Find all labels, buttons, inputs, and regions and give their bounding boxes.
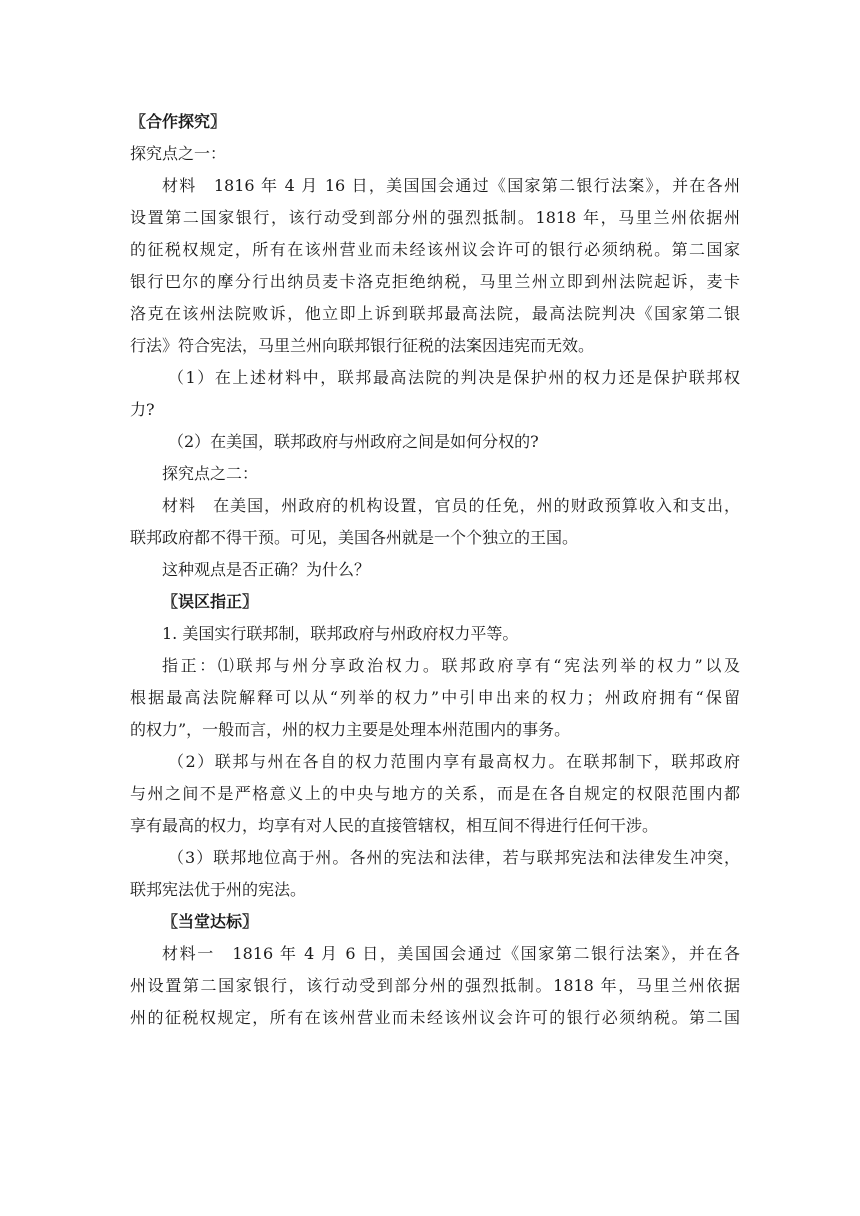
paragraph-line: 材料 在美国，州政府的机构设置，官员的任免，州的财政预算收入和支出，	[162, 496, 740, 515]
paragraph-line: 享有最高的权力，均享有对人民的直接管辖权，相互间不得进行任何干涉。	[130, 816, 659, 835]
inquiry-point-1-question-1	[130, 362, 740, 426]
inquiry-point-2-question: 这种观点是否正确？为什么？	[162, 560, 371, 579]
section-heading-misconception: 〖误区指正〗	[162, 592, 259, 611]
paragraph-line: 的权力”，一般而言，州的权力主要是处理本州范围内的事务。	[130, 720, 571, 739]
paragraph-line: 的征税权规定，所有在该州营业而未经该州议会许可的银行必须纳税。第二国家	[130, 240, 740, 259]
inquiry-point-2-material	[130, 490, 740, 554]
paragraph-line: 联邦宪法优于州的宪法。	[130, 880, 307, 899]
misconception-correction-2	[130, 746, 740, 842]
paragraph-line: 设置第二国家银行，该行动受到部分州的强烈抵制。1818 年，马里兰州依据州	[130, 208, 740, 227]
document-page	[130, 106, 740, 1034]
paragraph-line: 力?	[130, 400, 155, 419]
paragraph-line: 根据最高法院解释可以从“列举的权力”中引申出来的权力；州政府拥有“保留	[130, 688, 740, 707]
paragraph-line: 行法》符合宪法，马里兰州向联邦银行征税的法案因违宪而无效。	[130, 336, 595, 355]
paragraph-line: 与州之间不是严格意义上的中央与地方的关系，而是在各自规定的权限范围内都	[130, 784, 740, 803]
paragraph-line: （3）联邦地位高于州。各州的宪法和法律，若与联邦宪法和法律发生冲突，	[168, 848, 740, 867]
paragraph-line: （2）联邦与州在各自的权力范围内享有最高权力。在联邦制下，联邦政府	[168, 752, 740, 771]
section-heading-in-class: 〖当堂达标〗	[162, 912, 259, 931]
inquiry-point-2-label: 探究点之二：	[162, 464, 259, 483]
paragraph-line: 洛克在该州法院败诉，他立即上诉到联邦最高法院，最高法院判决《国家第二银	[130, 304, 740, 323]
inquiry-point-1-question-2: （2）在美国，联邦政府与州政府之间是如何分权的?	[168, 432, 539, 451]
paragraph-line: （1）在上述材料中，联邦最高法院的判决是保护州的权力还是保护联邦权	[168, 368, 740, 387]
paragraph-line: 州的征税权规定，所有在该州营业而未经该州议会许可的银行必须纳税。第二国	[130, 1008, 740, 1027]
paragraph-line: 材料 1816 年 4 月 16 日，美国国会通过《国家第二银行法案》，并在各州	[162, 176, 740, 195]
inquiry-point-1-material	[130, 170, 740, 362]
misconception-correction-1	[130, 650, 740, 746]
misconception-correction-3	[130, 842, 740, 906]
section-heading-cooperative-inquiry: 〖合作探究〗	[130, 112, 227, 131]
inquiry-point-1-label: 探究点之一：	[130, 144, 227, 163]
paragraph-line: 州设置第二国家银行，该行动受到部分州的强烈抵制。1818 年，马里兰州依据	[130, 976, 740, 995]
paragraph-line: 指正：⑴联邦与州分享政治权力。联邦政府享有“宪法列举的权力”以及	[162, 656, 740, 675]
misconception-item-1: 1. 美国实行联邦制，联邦政府与州政府权力平等。	[162, 624, 519, 643]
paragraph-line: 联邦政府都不得干预。可见，美国各州就是一个个独立的王国。	[130, 528, 579, 547]
paragraph-line: 银行巴尔的摩分行出纳员麦卡洛克拒绝纳税，马里兰州立即到州法院起诉，麦卡	[130, 272, 740, 291]
in-class-material-1	[130, 938, 740, 1034]
paragraph-line: 材料一 1816 年 4 月 6 日，美国国会通过《国家第二银行法案》，并在各	[162, 944, 740, 963]
